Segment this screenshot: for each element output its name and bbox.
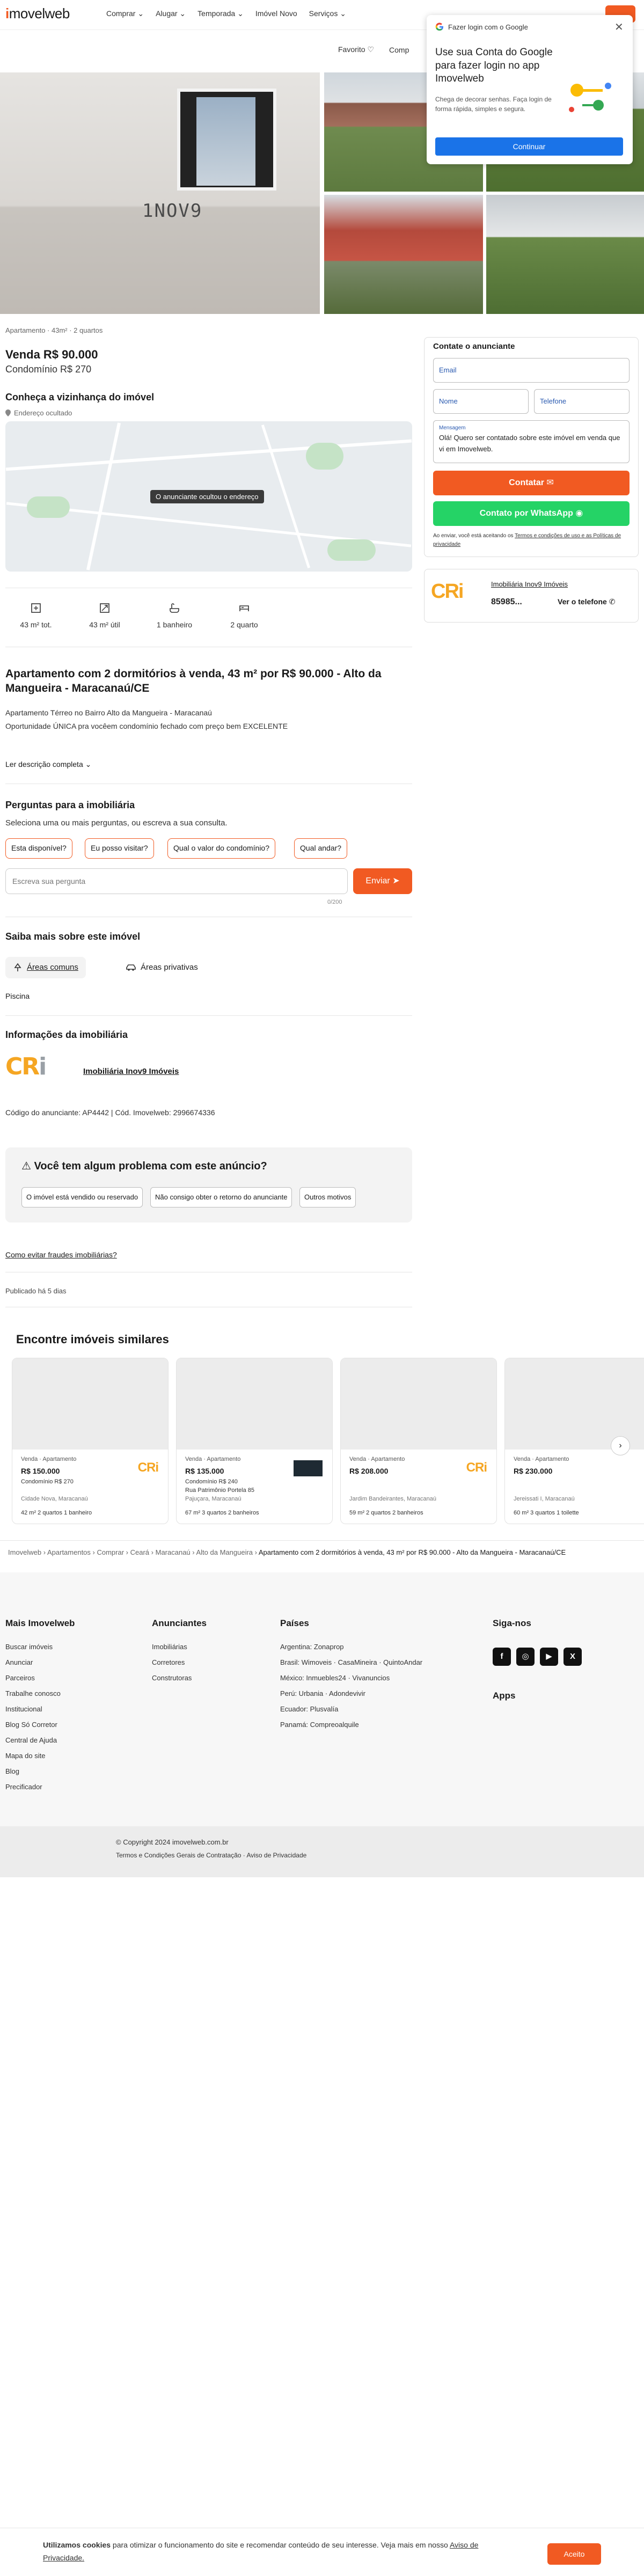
neighborhood-map[interactable]	[5, 421, 412, 572]
feature-total-area-label: 43 m² tot.	[20, 620, 52, 629]
close-icon[interactable]: ✕	[614, 21, 624, 33]
listing-title: Apartamento com 2 dormitórios à venda, 43 m² por R$ 90.000 - Alto da Mangueira - Maracanaú/CE	[5, 668, 382, 695]
agency-name-link[interactable]: Imobiliária Inov9 Imóveis	[83, 1067, 179, 1076]
car-icon	[126, 963, 136, 972]
main-nav	[106, 9, 346, 18]
card-photo	[12, 1358, 168, 1450]
agent-name-link[interactable]: Imobiliária Inov9 Imóveis	[491, 580, 568, 588]
footer-link[interactable]: Corretores	[152, 1658, 185, 1666]
window-photo-detail	[177, 89, 276, 191]
map-park	[327, 539, 376, 561]
footer-link[interactable]: Ecuador: Plusvalía	[280, 1705, 339, 1713]
similar-card[interactable]	[12, 1358, 169, 1524]
question-input[interactable]	[5, 868, 348, 894]
agent-logo: CRi	[431, 580, 463, 603]
footer-link[interactable]: Buscar imóveis	[5, 1643, 53, 1651]
card-condo: Condomínio R$ 270	[21, 1479, 74, 1485]
card-photo	[177, 1358, 332, 1450]
card-photo	[341, 1358, 496, 1450]
feature-total-area	[12, 602, 60, 629]
published-date: Publicado há 5 dias	[5, 1287, 67, 1295]
map-road	[86, 422, 121, 570]
address-hidden-label: Endereço ocultado	[14, 409, 72, 417]
message-field[interactable]	[433, 420, 630, 463]
description-line: Apartamento Térreo no Bairro Alto da Mangueira - Maracanaú	[5, 708, 212, 717]
breadcrumb-item[interactable]: Alto da Mangueira	[196, 1548, 253, 1556]
feature-bedrooms	[220, 602, 268, 629]
google-popup-header	[435, 23, 528, 31]
card-price: R$ 150.000	[21, 1467, 60, 1475]
amenity-item: Piscina	[5, 992, 30, 1000]
report-other-button[interactable]: Outros motivos	[299, 1187, 356, 1208]
footer-link[interactable]: Perú: Urbania · Adondevivir	[280, 1689, 365, 1697]
footer-link[interactable]: Blog	[5, 1767, 20, 1775]
breadcrumb: Imovelweb › Apartamentos › Comprar › Ceará › Maracanaú › Alto da Mangueira › Apartamento com 2 dormitórios à venda, 43 m² por R$ 90.000 - Alto da Mangueira - Maracanaú/CE	[8, 1548, 566, 1556]
footer-col-title: Mais Imovelweb	[5, 1618, 75, 1628]
agent-card	[424, 569, 639, 623]
gallery-main-photo[interactable]	[0, 72, 320, 314]
contact-form	[424, 337, 639, 557]
google-login-popup	[427, 15, 633, 164]
total-area-icon	[30, 602, 42, 614]
report-no-response-button[interactable]: Não consigo obter o retorno do anunciante	[150, 1187, 292, 1208]
more-about-title: Saiba mais sobre este imóvel	[5, 931, 141, 942]
google-continue-button[interactable]: Continuar	[435, 137, 623, 156]
questions-title: Perguntas para a imobiliária	[5, 800, 135, 810]
card-features: 67 m² 3 quartos 2 banheiros	[185, 1510, 259, 1516]
instagram-icon[interactable]: ◎	[516, 1648, 535, 1666]
message-text: Olá! Quero ser contatado sobre este imóvel em venda que vi em Imovelweb.	[439, 434, 620, 453]
footer-link[interactable]: México: Inmuebles24 · Vivanuncios	[280, 1674, 390, 1682]
map-park	[306, 443, 343, 470]
privacy-link[interactable]: Aviso de Privacidade.	[43, 2541, 479, 2562]
cookie-banner	[0, 2528, 644, 2576]
terms-links[interactable]: Termos e Condições Gerais de Contratação · Aviso de Privacidade	[116, 1851, 307, 1859]
divider	[0, 1540, 644, 1541]
wall-lettering: 1NOV9	[142, 200, 203, 222]
description-line: Oportunidade ÚNICA pra vocêem condomínio fechado com preço bem EXCELENTE	[5, 722, 288, 731]
address-hidden	[5, 409, 72, 417]
tab-common-areas-label: Áreas comuns	[27, 963, 78, 972]
footer-col-countries	[280, 1618, 422, 1736]
google-popup-title: Use sua Conta do Google para fazer login no app Imovelweb	[435, 47, 553, 85]
contact-button[interactable]: Contatar ✉	[433, 471, 630, 495]
footer-link[interactable]: Parceiros	[5, 1674, 35, 1682]
footer-col-imovelweb	[5, 1618, 75, 1798]
feature-bathrooms	[150, 602, 199, 629]
breadcrumb-item[interactable]: Maracanaú	[155, 1548, 191, 1556]
share-button[interactable]: Comp	[389, 45, 409, 54]
listing-description	[5, 706, 288, 733]
x-twitter-icon[interactable]: X	[564, 1648, 582, 1666]
footer-link[interactable]: Anunciar	[5, 1658, 33, 1666]
card-type: Venda · Apartamento	[21, 1456, 77, 1462]
contact-form-title: Contate o anunciante	[433, 342, 515, 351]
card-neighborhood: Cidade Nova, Maracanaú	[21, 1496, 88, 1502]
map-road	[261, 425, 310, 568]
listing-actions	[338, 45, 409, 54]
keys-illustration-icon	[561, 74, 620, 122]
footer-apps-title: Apps	[493, 1690, 516, 1701]
whatsapp-button[interactable]: Contato por WhatsApp ◉	[433, 501, 630, 526]
footer-link[interactable]: Central de Ajuda	[5, 1736, 57, 1744]
similar-card[interactable]	[176, 1358, 333, 1524]
favorite-button[interactable]: Favorito ♡	[338, 45, 375, 54]
map-hidden-address-badge: O anunciante ocultou o endereço	[150, 490, 264, 503]
footer-link[interactable]: Precificador	[5, 1783, 42, 1791]
message-field-label: Mensagem	[439, 425, 466, 431]
card-neighborhood: Jereissati I, Maracanaú	[514, 1496, 575, 1502]
listing-price: Venda R$ 90.000	[5, 348, 98, 361]
card-type: Venda · Apartamento	[514, 1456, 569, 1462]
location-pin-icon	[5, 409, 11, 416]
footer-col-advertisers	[152, 1618, 207, 1689]
google-popup-subtitle: Chega de decorar senhas. Faça login de forma rápida, simples e segura.	[435, 96, 552, 113]
card-features: 60 m² 3 quartos 1 toilette	[514, 1510, 579, 1516]
youtube-icon[interactable]: ▶	[540, 1648, 558, 1666]
card-agency-logo: CRi	[466, 1460, 487, 1475]
map-park	[27, 496, 70, 518]
gallery-photo-5[interactable]	[486, 195, 644, 314]
legal-notice	[433, 532, 630, 549]
footer-link[interactable]: Panamá: Compreoalquile	[280, 1721, 359, 1729]
bed-icon	[238, 602, 250, 614]
footer-link[interactable]: Mapa do site	[5, 1752, 46, 1760]
card-type: Venda · Apartamento	[185, 1456, 241, 1462]
card-neighborhood: Jardim Bandeirantes, Maracanaú	[349, 1496, 437, 1502]
card-features: 42 m² 2 quartos 1 banheiro	[21, 1510, 92, 1516]
cookie-text: Utilizamos cookies para otimizar o funcionamento do site e recomendar conteúdo de seu interesse. Veja mais em nosso Aviso de Privacidade.	[43, 2541, 479, 2562]
facebook-icon[interactable]: f	[493, 1648, 511, 1666]
card-price: R$ 135.000	[185, 1467, 224, 1475]
nav-servicos[interactable]: Serviços ⌄	[309, 9, 346, 18]
tree-icon	[13, 963, 23, 972]
card-type: Venda · Apartamento	[349, 1456, 405, 1462]
feature-bedrooms-label: 2 quarto	[230, 620, 258, 629]
accept-cookies-button[interactable]: Aceito	[547, 2543, 601, 2565]
footer-link[interactable]: Brasil: Wimoveis · CasaMineira · QuintoAndar	[280, 1658, 423, 1666]
feature-bathrooms-label: 1 banheiro	[156, 620, 193, 629]
useful-area-icon	[99, 602, 111, 614]
avoid-fraud-link[interactable]: Como evitar fraudes imobiliárias?	[5, 1250, 117, 1259]
agency-info-title: Informações da imobiliária	[5, 1029, 128, 1040]
footer-link[interactable]: Institucional	[5, 1705, 42, 1713]
feature-useful-area-label: 43 m² útil	[89, 620, 120, 629]
footer-link[interactable]: Imobiliárias	[152, 1643, 187, 1651]
breadcrumb-item[interactable]: Comprar	[97, 1548, 125, 1556]
show-phone-button[interactable]: Ver o telefone ✆	[558, 597, 616, 606]
tab-common-areas[interactable]	[5, 957, 86, 978]
card-price: R$ 208.000	[349, 1467, 389, 1475]
copyright-text: © Copyright 2024 imovelweb.com.br	[116, 1838, 229, 1846]
card-neighborhood: Pajuçara, Maracanaú	[185, 1496, 241, 1502]
phone-field[interactable]: Telefone	[534, 389, 630, 414]
question-chip-condo[interactable]: Qual o valor do condomínio?	[167, 838, 275, 859]
breadcrumb-item[interactable]: Apartamentos	[47, 1548, 91, 1556]
name-field[interactable]: Nome	[433, 389, 529, 414]
neighborhood-title: Conheça a vizinhança do imóvel	[5, 392, 155, 402]
map-road	[6, 440, 412, 471]
footer-col-social	[493, 1618, 531, 1643]
condo-fee: Condomínio R$ 270	[5, 364, 92, 375]
similar-listings-title: Encontre imóveis similares	[16, 1333, 169, 1346]
card-agency-logo	[294, 1460, 323, 1476]
breadcrumb-current: Apartamento com 2 dormitórios à venda, 43 m² por R$ 90.000 - Alto da Mangueira - Maracanaú/CE	[258, 1548, 566, 1556]
footer-col-title: Anunciantes	[152, 1618, 207, 1628]
card-agency-logo: CRi	[137, 1460, 158, 1475]
terms-privacy-link[interactable]: Termos e condições de uso e as Políticas de privacidade	[433, 533, 621, 547]
report-problem-title: ⚠ Você tem algum problema com este anúncio?	[21, 1160, 267, 1172]
nav-comprar[interactable]: Comprar ⌄	[106, 9, 144, 18]
divider	[5, 1015, 412, 1016]
card-address: Rua Patrimônio Portela 85	[185, 1487, 255, 1494]
agent-phone-partial: 85985...	[491, 597, 522, 606]
char-counter: 0/200	[327, 899, 342, 905]
imovelweb-logo[interactable]: imovelweb	[5, 5, 70, 21]
bathroom-icon	[169, 602, 180, 614]
questions-subtitle: Seleciona uma ou mais perguntas, ou escreva a sua consulta.	[5, 818, 228, 828]
tab-private-areas-label: Áreas privativas	[141, 963, 198, 972]
footer-apps	[493, 1690, 516, 1715]
report-problem-box	[5, 1147, 412, 1223]
read-full-description-link[interactable]: Ler descrição completa ⌄	[5, 760, 92, 769]
nav-alugar[interactable]: Alugar ⌄	[156, 9, 186, 18]
question-chip-floor[interactable]: Qual andar?	[294, 838, 347, 859]
nav-imovel-novo[interactable]: Imóvel Novo	[255, 9, 297, 18]
card-condo: Condomínio R$ 240	[185, 1479, 238, 1485]
carousel-next-button[interactable]: ›	[611, 1436, 630, 1455]
report-sold-button[interactable]: O imóvel está vendido ou reservado	[21, 1187, 143, 1208]
card-price: R$ 230.000	[514, 1467, 553, 1475]
advertiser-codes: Código do anunciante: AP4442 | Cód. Imovelweb: 2996674336	[5, 1108, 215, 1117]
footer-link[interactable]: Blog Só Corretor	[5, 1721, 57, 1729]
breadcrumb-item[interactable]: Imovelweb	[8, 1548, 42, 1556]
question-chip-visit[interactable]: Eu posso visitar?	[85, 838, 154, 859]
legal-text: Ao enviar, você está aceitando os	[433, 533, 514, 539]
gallery-photo-4[interactable]	[324, 195, 483, 314]
card-photo	[505, 1358, 644, 1450]
google-g-icon	[435, 23, 444, 31]
footer-link[interactable]: Construtoras	[152, 1674, 192, 1682]
social-links	[493, 1648, 582, 1666]
footer-col-title: Países	[280, 1618, 309, 1628]
listing-summary: Apartamento · 43m² · 2 quartos	[5, 326, 103, 334]
footer-link[interactable]: Trabalhe conosco	[5, 1689, 61, 1697]
breadcrumb-item[interactable]: Ceará	[130, 1548, 150, 1556]
feature-useful-area	[80, 602, 129, 629]
footer-link[interactable]: Argentina: Zonaprop	[280, 1643, 344, 1651]
question-chip-available[interactable]: Esta disponível?	[5, 838, 72, 859]
copyright-bar	[0, 1826, 644, 1877]
nav-temporada[interactable]: Temporada ⌄	[197, 9, 244, 18]
send-question-button[interactable]: Enviar ➤	[353, 868, 412, 894]
tab-private-areas[interactable]	[118, 957, 206, 978]
card-features: 59 m² 2 quartos 2 banheiros	[349, 1510, 423, 1516]
similar-card[interactable]	[340, 1358, 497, 1524]
google-popup-header-label: Fazer login com o Google	[448, 23, 528, 31]
footer-col-title: Siga-nos	[493, 1618, 531, 1628]
email-field[interactable]: Email	[433, 358, 630, 383]
agency-logo[interactable]: CRi	[5, 1053, 46, 1080]
